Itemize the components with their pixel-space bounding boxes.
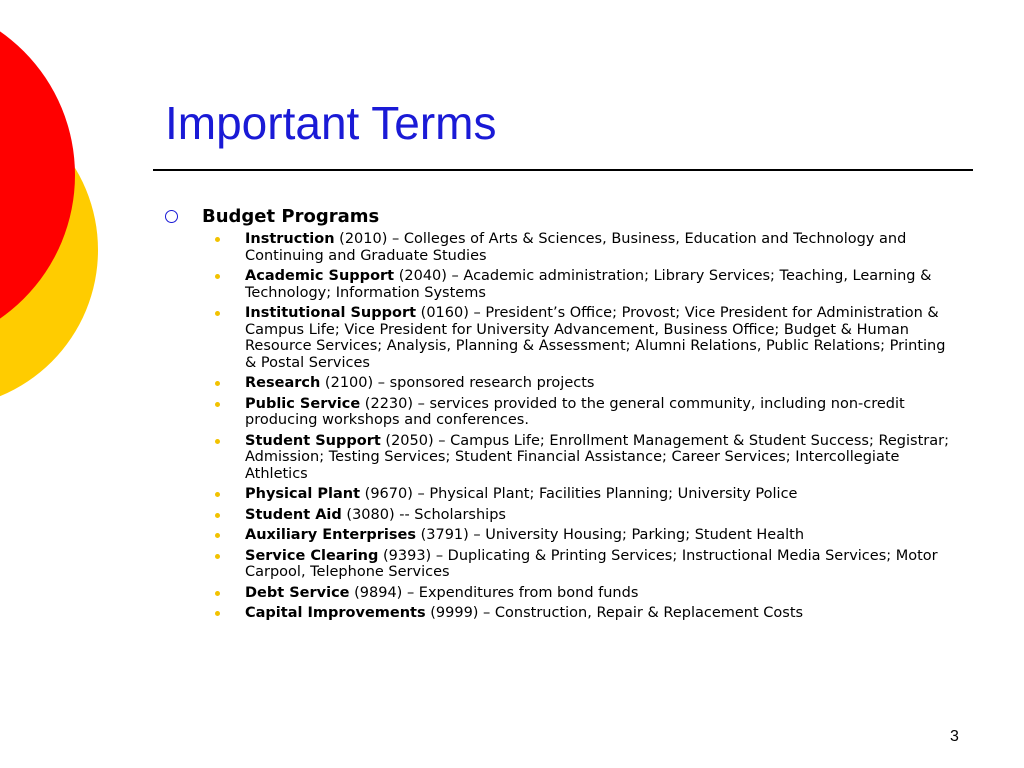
section-heading-row [165, 206, 955, 227]
list-item-text [245, 305, 955, 371]
bullet-dot-icon [215, 611, 220, 616]
slide-content [165, 206, 955, 626]
term-name: Public Service [245, 395, 361, 412]
list-item [215, 375, 955, 392]
term-name: Service Clearing [245, 547, 379, 564]
term-name: Debt Service [245, 584, 350, 601]
term-description: (9670) – Physical Plant; Facilities Planning; University Police [360, 486, 798, 502]
slide-title: Important Terms [165, 97, 497, 149]
term-name: Academic Support [245, 268, 395, 284]
list-item [215, 433, 955, 483]
page-number: 3 [950, 728, 959, 745]
term-description: (9393) – Duplicating & Printing Services; Instructional Media Services; Motor Carpool, Telephone Services [245, 547, 938, 580]
bullet-dot-icon [215, 492, 220, 497]
list-item [215, 268, 955, 301]
list-item-text [245, 548, 955, 581]
title-divider [153, 169, 973, 171]
term-description: (0160) – President’s Office; Provost; Vice President for Administration & Campus Life; Vice President for University Advancement, Business Office; Budget & Human Resource Services; Analysis, Planning & Assessment; Alumni Relations, Public Relations; Printing & Postal Services [245, 305, 946, 371]
term-description: (9894) – Expenditures from bond funds [349, 584, 639, 601]
bullet-dot-icon [215, 311, 220, 316]
list-item-text [245, 433, 955, 483]
bullet-dot-icon [215, 274, 220, 279]
bullet-dot-icon [215, 439, 220, 444]
term-name: Physical Plant [245, 486, 361, 502]
bullet-dot-icon [215, 533, 220, 538]
list-item-text [245, 486, 797, 503]
term-name: Instruction [245, 231, 335, 247]
term-description: (3791) – University Housing; Parking; Student Health [415, 527, 805, 543]
bullet-dot-icon [215, 237, 220, 242]
list-item-text [245, 268, 955, 301]
list-item-text [245, 507, 506, 524]
decorative-circles-graphic [0, 0, 140, 420]
list-item-text [245, 605, 803, 622]
section-heading: Budget Programs [202, 206, 380, 227]
list-item [215, 527, 955, 544]
list-item [215, 585, 955, 602]
decorative-circles [0, 0, 140, 420]
term-description: (2010) – Colleges of Arts & Sciences, Business, Education and Technology and Continuing and Graduate Studies [245, 231, 907, 264]
list-item [215, 486, 955, 503]
term-description: (2230) – services provided to the general community, including non-credit producing workshops and conferences. [245, 395, 905, 428]
list-item-text [245, 527, 804, 544]
term-name: Auxiliary Enterprises [245, 527, 416, 543]
term-name: Institutional Support [245, 305, 417, 321]
term-name: Capital Improvements [245, 605, 426, 621]
term-description: (2040) – Academic administration; Library Services; Teaching, Learning & Technology; Information Systems [245, 268, 932, 301]
list-item [215, 231, 955, 264]
list-item-text [245, 375, 594, 392]
list-item-text [245, 585, 638, 602]
term-name: Research [245, 375, 321, 391]
term-description: (9999) – Construction, Repair & Replacement Costs [425, 605, 804, 621]
bullet-dot-icon [215, 381, 220, 386]
list-item [215, 305, 955, 371]
terms-list [165, 231, 955, 622]
bullet-dot-icon [215, 402, 220, 407]
bullet-dot-icon [215, 591, 220, 596]
list-item [215, 396, 955, 429]
term-description: (2100) – sponsored research projects [320, 375, 595, 391]
list-item [215, 507, 955, 524]
list-item [215, 605, 955, 622]
list-item-text [245, 396, 955, 429]
bullet-dot-icon [215, 554, 220, 559]
term-description: (3080) -- Scholarships [341, 506, 506, 523]
term-name: Student Support [245, 432, 381, 449]
list-item [215, 548, 955, 581]
term-name: Student Aid [245, 506, 342, 523]
bullet-dot-icon [215, 513, 220, 518]
term-description: (2050) – Campus Life; Enrollment Management & Student Success; Registrar; Admission; Testing Services; Student Financial Assistance; Career Services; Intercollegiate Athletics [245, 432, 949, 482]
list-item-text [245, 231, 955, 264]
circle-bullet-icon [165, 210, 178, 223]
